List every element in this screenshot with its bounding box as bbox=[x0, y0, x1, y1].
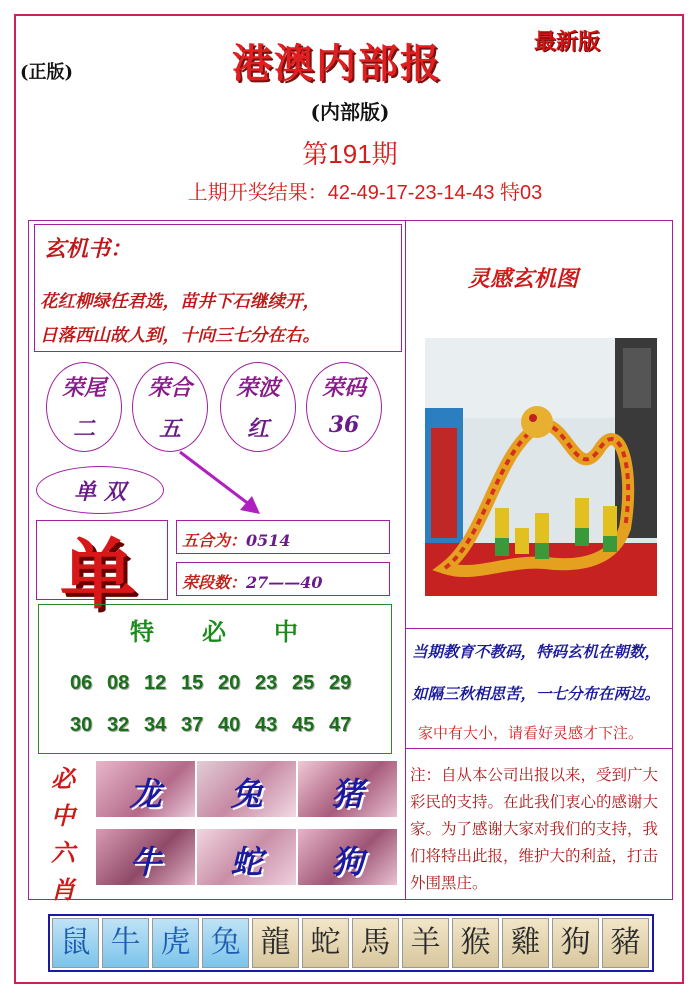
hint-oval-wave bbox=[220, 362, 296, 452]
number: 20 bbox=[218, 672, 241, 694]
page-title: 港澳内部报 bbox=[232, 40, 442, 87]
odd-even-text: 单 双 bbox=[74, 479, 126, 505]
verse-line-1: 当期教育不教码，特码玄机在朝数， bbox=[412, 642, 661, 661]
hint-key: 荣合 bbox=[147, 375, 192, 401]
zodiac-tile: 猴 bbox=[452, 918, 499, 968]
number: 40 bbox=[218, 714, 241, 736]
zodiac-tile: 馬 bbox=[352, 918, 399, 968]
number: 15 bbox=[181, 672, 204, 694]
five-he-value: 0514 bbox=[246, 531, 291, 550]
five-he-label: 五合为： bbox=[182, 531, 247, 550]
zodiac-cell bbox=[95, 760, 196, 818]
range bbox=[182, 570, 323, 593]
edition-left: (正版) bbox=[20, 62, 74, 83]
range-value: 27——40 bbox=[246, 573, 323, 592]
number: 23 bbox=[255, 672, 278, 694]
zodiac-char: 蛇 bbox=[230, 843, 263, 881]
hint-value: 五 bbox=[158, 416, 181, 442]
zodiac-char: 龙 bbox=[129, 775, 162, 813]
zodiac-tile: 鼠 bbox=[52, 918, 99, 968]
hint-key: 荣码 bbox=[321, 375, 366, 401]
zodiac-cell bbox=[196, 760, 297, 818]
must-hit-title: 特必中 bbox=[130, 617, 346, 646]
number: 08 bbox=[107, 672, 130, 694]
hint-key: 荣尾 bbox=[61, 375, 106, 401]
number: 34 bbox=[144, 714, 167, 736]
number: 12 bbox=[144, 672, 167, 694]
zodiac-char: 狗 bbox=[331, 843, 364, 881]
number: 06 bbox=[70, 672, 93, 694]
zodiac-cell bbox=[196, 828, 297, 886]
hint-value: 36 bbox=[328, 412, 360, 438]
hint-oval-code bbox=[306, 362, 382, 452]
right-title: 灵感玄机图 bbox=[468, 266, 579, 292]
hint-key: 荣波 bbox=[235, 375, 280, 401]
hint-value: 二 bbox=[72, 416, 95, 442]
zodiac-tile: 虎 bbox=[152, 918, 199, 968]
number: 43 bbox=[255, 714, 278, 736]
six-label-text: 必中六肖 bbox=[51, 764, 75, 904]
riddle-title: 玄机书： bbox=[44, 236, 133, 262]
zodiac-tile: 狗 bbox=[552, 918, 599, 968]
zodiac-cell bbox=[95, 828, 196, 886]
big-char: 单 bbox=[60, 530, 136, 619]
edition-right: 最新版 bbox=[534, 29, 601, 55]
number: 37 bbox=[181, 714, 204, 736]
verse-line-2: 如隔三秋相思苦，一七分布在两边。 bbox=[412, 684, 661, 703]
issue-number: 第191期 bbox=[302, 139, 398, 169]
odd-even-oval bbox=[36, 466, 164, 514]
zodiac-tile: 羊 bbox=[402, 918, 449, 968]
riddle-line-2: 日落西山故人到，十向三七分在右。 bbox=[40, 326, 320, 346]
arrow-icon bbox=[176, 448, 266, 518]
number: 29 bbox=[329, 672, 352, 694]
zodiac-char: 猪 bbox=[331, 775, 364, 813]
number: 47 bbox=[329, 714, 352, 736]
zodiac-tile: 牛 bbox=[102, 918, 149, 968]
zodiac-char: 牛 bbox=[129, 843, 162, 881]
six-grid bbox=[95, 760, 398, 894]
number: 30 bbox=[70, 714, 93, 736]
number: 25 bbox=[292, 672, 315, 694]
notice-text: 注：自从本公司出报以来，受到广大彩民的支持。在此我们衷心的感谢大家。为了感谢大家对我们的支持，我们将特出此报，维护大的利益，打击外围黑庄。 bbox=[410, 767, 659, 892]
zodiac-tile: 兔 bbox=[202, 918, 249, 968]
subtitle: (内部版) bbox=[310, 100, 390, 124]
must-hit-row-1 bbox=[70, 672, 370, 695]
number: 45 bbox=[292, 714, 315, 736]
zodiac-tile: 豬 bbox=[602, 918, 649, 968]
six-label bbox=[48, 760, 78, 908]
zodiac-cell bbox=[297, 760, 398, 818]
hint-oval-tail bbox=[46, 362, 122, 452]
zodiac-tile: 龍 bbox=[252, 918, 299, 968]
hint-value: 红 bbox=[246, 416, 269, 442]
verse-divider bbox=[405, 628, 673, 629]
zodiac-cell bbox=[297, 828, 398, 886]
number: 32 bbox=[107, 714, 130, 736]
dragon-dance-photo bbox=[425, 338, 657, 596]
zodiac-tile: 雞 bbox=[502, 918, 549, 968]
zodiac-tile: 蛇 bbox=[302, 918, 349, 968]
hint-oval-sum bbox=[132, 362, 208, 452]
last-result: 上期开奖结果：42-49-17-23-14-43 特03 bbox=[187, 182, 543, 204]
riddle-line-1: 花红柳绿任君选，苗井下石继续开， bbox=[40, 292, 320, 312]
hint-note: 家中有大小，请看好灵感才下注。 bbox=[418, 725, 644, 742]
zodiac-char: 兔 bbox=[230, 775, 263, 813]
five-he bbox=[182, 528, 291, 551]
range-label: 荣段数： bbox=[182, 573, 247, 592]
must-hit-row-2 bbox=[70, 714, 370, 737]
